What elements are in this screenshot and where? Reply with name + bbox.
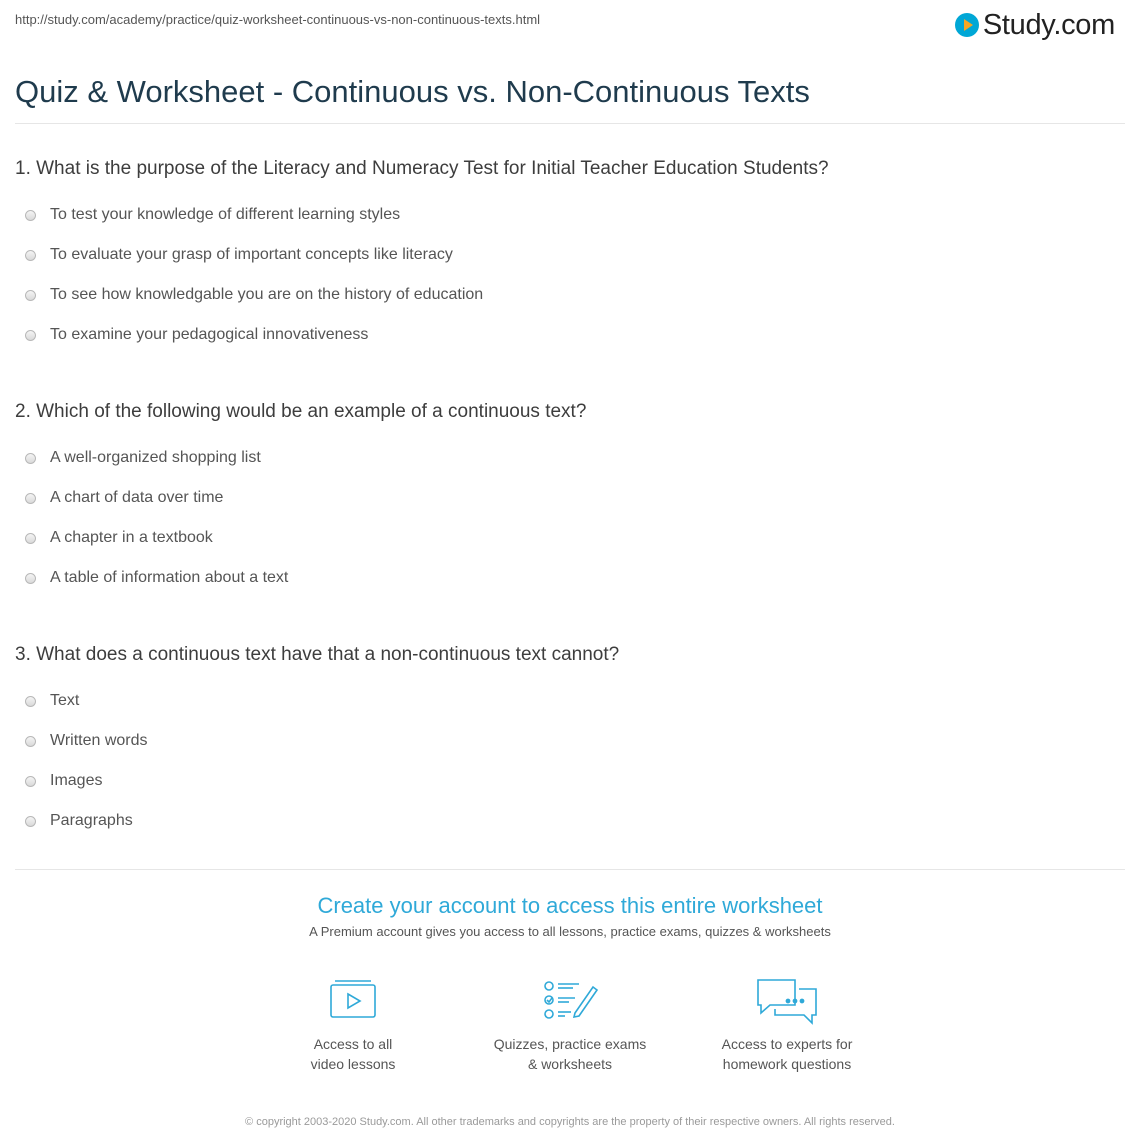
feature-experts: [679, 977, 896, 1074]
question-text: 1. What is the purpose of the Literacy and Numeracy Test for Initial Teacher Education Students?: [15, 158, 829, 179]
answer-label: A chapter in a textbook: [50, 529, 213, 546]
answer-option[interactable]: [15, 235, 1125, 275]
answer-option[interactable]: [15, 681, 1125, 721]
answer-label: To examine your pedagogical innovativeness: [50, 326, 369, 343]
question-3: [15, 643, 1125, 841]
cta-subtitle: A Premium account gives you access to all lessons, practice exams, quizzes & worksheets: [309, 924, 831, 939]
answer-label: To see how knowledgable you are on the history of education: [50, 286, 484, 303]
answer-label: To test your knowledge of different learning styles: [50, 206, 401, 223]
radio-button-icon[interactable]: [25, 736, 36, 747]
radio-button-icon[interactable]: [25, 573, 36, 584]
feature-quizzes: [462, 977, 679, 1074]
question-text: 2. Which of the following would be an example of a continuous text?: [15, 401, 587, 422]
feature-line: video lessons: [310, 1056, 396, 1072]
answer-list: [15, 195, 1125, 355]
feature-line: Quizzes, practice exams: [493, 1036, 647, 1052]
logo-text: Study.com: [982, 8, 1115, 41]
feature-list: [15, 977, 1125, 1074]
top-bar: [15, 0, 1125, 50]
answer-option[interactable]: [15, 518, 1125, 558]
feature-line: Access to all: [313, 1036, 393, 1052]
answer-option[interactable]: [15, 315, 1125, 355]
answer-option[interactable]: [15, 438, 1125, 478]
video-lesson-icon: [327, 979, 379, 1023]
answer-option[interactable]: [15, 275, 1125, 315]
chat-experts-icon: [755, 977, 819, 1025]
answer-label: A table of information about a text: [50, 569, 289, 586]
radio-button-icon[interactable]: [25, 696, 36, 707]
answer-label: Text: [50, 692, 80, 709]
page-title: Quiz & Worksheet - Continuous vs. Non-Continuous Texts: [15, 74, 810, 109]
answer-label: A well-organized shopping list: [50, 449, 261, 466]
radio-button-icon[interactable]: [25, 290, 36, 301]
answer-option[interactable]: [15, 195, 1125, 235]
radio-button-icon[interactable]: [25, 493, 36, 504]
answer-label: To evaluate your grasp of important concepts like literacy: [50, 246, 453, 263]
answer-list: [15, 438, 1125, 598]
question-text: 3. What does a continuous text have that a non-continuous text cannot?: [15, 644, 620, 665]
answer-label: A chart of data over time: [50, 489, 224, 506]
radio-button-icon[interactable]: [25, 250, 36, 261]
question-1: [15, 157, 1125, 355]
answer-label: Images: [50, 772, 103, 789]
divider: [15, 869, 1125, 870]
radio-button-icon[interactable]: [25, 453, 36, 464]
feature-line: homework questions: [722, 1056, 852, 1072]
study-logo[interactable]: [955, 8, 1115, 42]
answer-option[interactable]: [15, 801, 1125, 841]
feature-video-lessons: [245, 977, 462, 1074]
page: [15, 0, 1125, 1131]
answer-option[interactable]: [15, 478, 1125, 518]
radio-button-icon[interactable]: [25, 816, 36, 827]
page-url: http://study.com/academy/practice/quiz-worksheet-continuous-vs-non-continuous-texts.html: [15, 12, 541, 27]
radio-button-icon[interactable]: [25, 533, 36, 544]
answer-label: Written words: [50, 732, 148, 749]
play-circle-icon: [955, 13, 979, 37]
radio-button-icon[interactable]: [25, 210, 36, 221]
feature-line: & worksheets: [527, 1056, 613, 1072]
question-2: [15, 400, 1125, 598]
answer-option[interactable]: [15, 721, 1125, 761]
radio-button-icon[interactable]: [25, 330, 36, 341]
answer-option[interactable]: [15, 558, 1125, 598]
feature-line: Access to experts for: [721, 1036, 853, 1052]
answer-option[interactable]: [15, 761, 1125, 801]
radio-button-icon[interactable]: [25, 776, 36, 787]
answer-label: Paragraphs: [50, 812, 133, 829]
quiz-checklist-icon: [541, 979, 599, 1023]
signup-cta: [15, 892, 1125, 1074]
copyright-footer: © copyright 2003-2020 Study.com. All other trademarks and copyrights are the property of their respective owners. All rights reserved.: [245, 1116, 895, 1128]
divider: [15, 123, 1125, 124]
answer-list: [15, 681, 1125, 841]
create-account-link[interactable]: Create your account to access this entire worksheet: [317, 893, 823, 918]
